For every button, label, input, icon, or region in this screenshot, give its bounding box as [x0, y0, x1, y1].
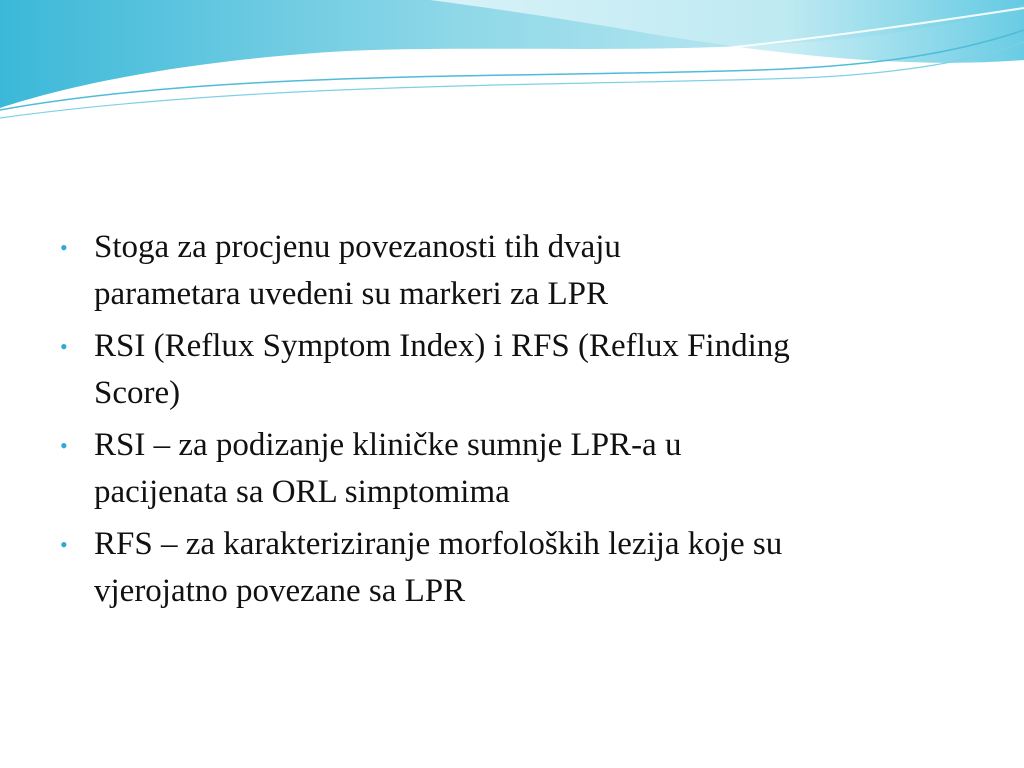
bullet-item [58, 422, 978, 516]
bullet-item [58, 224, 978, 318]
bullet-dot-icon: • [60, 235, 68, 260]
bullet-text-line: pacijenata sa ORL simptomima [94, 474, 510, 510]
bullet-text-line: vjerojatno povezane sa LPR [94, 573, 466, 609]
bullet-item [58, 323, 978, 417]
bullet-dot-icon: • [60, 334, 68, 359]
slide-body [58, 224, 978, 620]
bullet-text-line: RFS – za karakteriziranje morfoloških lezija koje su [94, 526, 783, 562]
bullet-list [58, 224, 978, 615]
bullet-dot-icon: • [60, 532, 68, 557]
header-wave-decoration [0, 0, 1024, 130]
bullet-text-line: RSI (Reflux Symptom Index) i RFS (Reflux Finding [94, 328, 790, 364]
bullet-dot-icon: • [60, 433, 68, 458]
bullet-text-line: Stoga za procjenu povezanosti tih dvaju [94, 229, 621, 265]
bullet-item [58, 521, 978, 615]
bullet-text-line: Score) [94, 375, 181, 411]
bullet-text-line: parametara uvedeni su markeri za LPR [94, 276, 609, 312]
bullet-text-line: RSI – za podizanje kliničke sumnje LPR-a u [94, 427, 682, 463]
